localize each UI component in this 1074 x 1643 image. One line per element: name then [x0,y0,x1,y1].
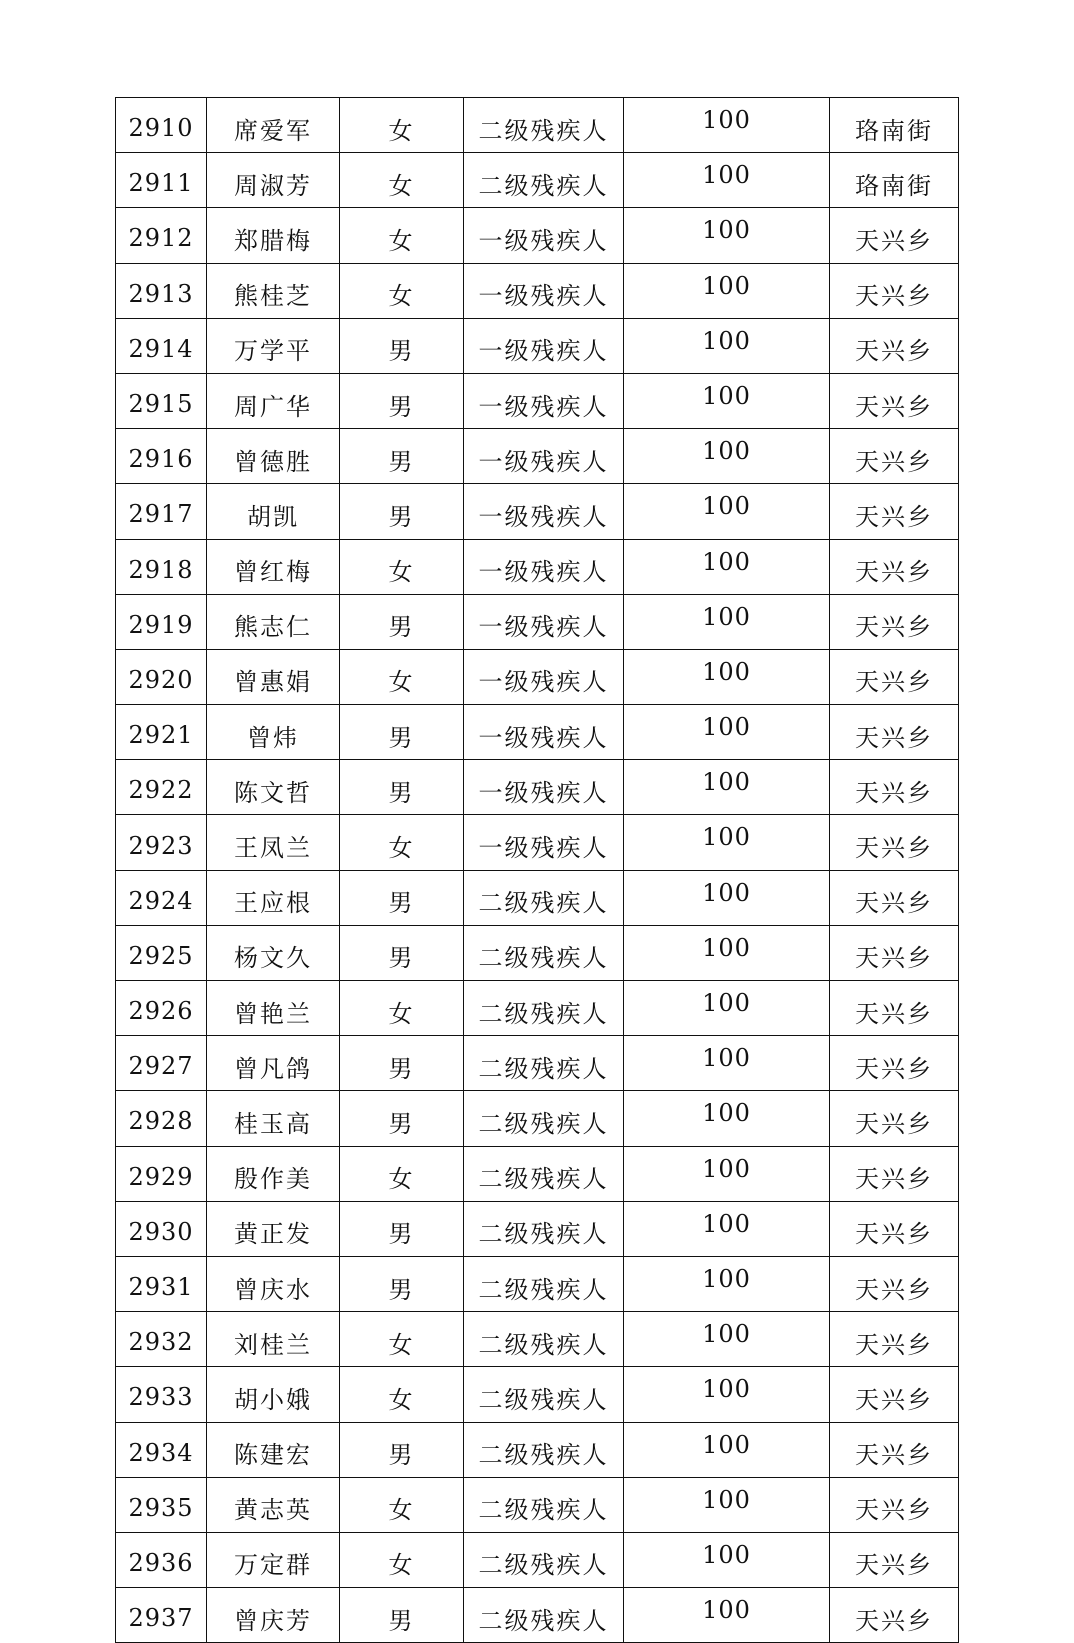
sex-cell: 男 [340,870,464,925]
area-cell: 天兴乡 [830,705,959,760]
serial-number-cell: 2932 [116,1312,207,1367]
serial-number-cell: 2924 [116,870,207,925]
name-cell: 曾惠娟 [207,649,340,704]
disability-level-cell: 二级残疾人 [464,98,624,153]
name-cell: 熊志仁 [207,594,340,649]
disability-level-cell: 一级残疾人 [464,484,624,539]
area-cell: 天兴乡 [830,925,959,980]
area-cell: 天兴乡 [830,1036,959,1091]
disability-level-cell: 一级残疾人 [464,649,624,704]
sex-cell: 女 [340,539,464,594]
serial-number-cell: 2937 [116,1588,207,1643]
table-row [116,1091,959,1146]
table-row [116,1312,959,1367]
amount-cell: 100 [624,981,830,1036]
amount-cell: 100 [624,1036,830,1091]
area-cell: 天兴乡 [830,649,959,704]
roster-table [115,97,959,1643]
amount-cell: 100 [624,925,830,980]
sex-cell: 女 [340,981,464,1036]
name-cell: 殷作美 [207,1146,340,1201]
table-row [116,760,959,815]
disability-level-cell: 一级残疾人 [464,208,624,263]
area-cell: 天兴乡 [830,208,959,263]
name-cell: 周广华 [207,373,340,428]
area-cell: 天兴乡 [830,484,959,539]
sex-cell: 女 [340,153,464,208]
sex-cell: 女 [340,1312,464,1367]
area-cell: 天兴乡 [830,594,959,649]
name-cell: 刘桂兰 [207,1312,340,1367]
disability-level-cell: 一级残疾人 [464,263,624,318]
disability-level-cell: 二级残疾人 [464,1256,624,1311]
area-cell: 天兴乡 [830,815,959,870]
sex-cell: 女 [340,1367,464,1422]
serial-number-cell: 2927 [116,1036,207,1091]
area-cell: 天兴乡 [830,263,959,318]
amount-cell: 100 [624,1532,830,1587]
amount-cell: 100 [624,1201,830,1256]
disability-level-cell: 二级残疾人 [464,1367,624,1422]
sex-cell: 男 [340,1256,464,1311]
sex-cell: 女 [340,649,464,704]
disability-level-cell: 二级残疾人 [464,1588,624,1643]
sex-cell: 男 [340,760,464,815]
table-row [116,153,959,208]
serial-number-cell: 2925 [116,925,207,980]
disability-level-cell: 一级残疾人 [464,705,624,760]
amount-cell: 100 [624,318,830,373]
disability-level-cell: 二级残疾人 [464,153,624,208]
amount-cell: 100 [624,705,830,760]
name-cell: 陈文哲 [207,760,340,815]
serial-number-cell: 2914 [116,318,207,373]
sex-cell: 男 [340,373,464,428]
disability-level-cell: 二级残疾人 [464,1532,624,1587]
serial-number-cell: 2923 [116,815,207,870]
disability-level-cell: 二级残疾人 [464,925,624,980]
name-cell: 曾庆芳 [207,1588,340,1643]
serial-number-cell: 2912 [116,208,207,263]
sex-cell: 男 [340,1588,464,1643]
name-cell: 王应根 [207,870,340,925]
amount-cell: 100 [624,429,830,484]
name-cell: 曾凡鸽 [207,1036,340,1091]
disability-level-cell: 一级残疾人 [464,429,624,484]
disability-level-cell: 一级残疾人 [464,594,624,649]
area-cell: 天兴乡 [830,1201,959,1256]
amount-cell: 100 [624,760,830,815]
serial-number-cell: 2929 [116,1146,207,1201]
table-row [116,98,959,153]
amount-cell: 100 [624,153,830,208]
sex-cell: 女 [340,1146,464,1201]
table-row [116,1477,959,1532]
amount-cell: 100 [624,594,830,649]
serial-number-cell: 2922 [116,760,207,815]
amount-cell: 100 [624,649,830,704]
disability-level-cell: 一级残疾人 [464,318,624,373]
area-cell: 天兴乡 [830,318,959,373]
name-cell: 曾德胜 [207,429,340,484]
serial-number-cell: 2916 [116,429,207,484]
serial-number-cell: 2935 [116,1477,207,1532]
sex-cell: 女 [340,263,464,318]
table-row [116,870,959,925]
area-cell: 珞南街 [830,153,959,208]
table-row [116,263,959,318]
sex-cell: 男 [340,1422,464,1477]
serial-number-cell: 2928 [116,1091,207,1146]
table-row [116,1036,959,1091]
name-cell: 郑腊梅 [207,208,340,263]
table-row [116,649,959,704]
amount-cell: 100 [624,373,830,428]
sex-cell: 男 [340,429,464,484]
serial-number-cell: 2926 [116,981,207,1036]
disability-level-cell: 二级残疾人 [464,1036,624,1091]
disability-level-cell: 一级残疾人 [464,373,624,428]
serial-number-cell: 2910 [116,98,207,153]
disability-level-cell: 二级残疾人 [464,1477,624,1532]
name-cell: 席爱军 [207,98,340,153]
area-cell: 天兴乡 [830,760,959,815]
sex-cell: 男 [340,1091,464,1146]
amount-cell: 100 [624,208,830,263]
table-row [116,1367,959,1422]
name-cell: 陈建宏 [207,1422,340,1477]
serial-number-cell: 2913 [116,263,207,318]
table-row [116,373,959,428]
sex-cell: 女 [340,1532,464,1587]
serial-number-cell: 2936 [116,1532,207,1587]
sex-cell: 男 [340,594,464,649]
serial-number-cell: 2911 [116,153,207,208]
area-cell: 珞南街 [830,98,959,153]
amount-cell: 100 [624,1146,830,1201]
sex-cell: 女 [340,208,464,263]
amount-cell: 100 [624,1422,830,1477]
table-row [116,981,959,1036]
table-row [116,925,959,980]
serial-number-cell: 2917 [116,484,207,539]
area-cell: 天兴乡 [830,1422,959,1477]
table-row [116,208,959,263]
name-cell: 胡凯 [207,484,340,539]
amount-cell: 100 [624,484,830,539]
name-cell: 胡小娥 [207,1367,340,1422]
disability-level-cell: 一级残疾人 [464,760,624,815]
sex-cell: 男 [340,318,464,373]
disability-level-cell: 二级残疾人 [464,1091,624,1146]
amount-cell: 100 [624,539,830,594]
serial-number-cell: 2931 [116,1256,207,1311]
table-row [116,539,959,594]
sex-cell: 女 [340,815,464,870]
area-cell: 天兴乡 [830,539,959,594]
table-row [116,1532,959,1587]
disability-level-cell: 二级残疾人 [464,1312,624,1367]
sex-cell: 男 [340,705,464,760]
name-cell: 黄正发 [207,1201,340,1256]
disability-level-cell: 二级残疾人 [464,1422,624,1477]
disability-level-cell: 二级残疾人 [464,981,624,1036]
name-cell: 黄志英 [207,1477,340,1532]
area-cell: 天兴乡 [830,1146,959,1201]
area-cell: 天兴乡 [830,1312,959,1367]
area-cell: 天兴乡 [830,1532,959,1587]
name-cell: 杨文久 [207,925,340,980]
serial-number-cell: 2933 [116,1367,207,1422]
amount-cell: 100 [624,98,830,153]
amount-cell: 100 [624,1312,830,1367]
amount-cell: 100 [624,1091,830,1146]
disability-level-cell: 二级残疾人 [464,870,624,925]
table-row [116,429,959,484]
name-cell: 王凤兰 [207,815,340,870]
amount-cell: 100 [624,1256,830,1311]
name-cell: 熊桂芝 [207,263,340,318]
name-cell: 曾红梅 [207,539,340,594]
amount-cell: 100 [624,870,830,925]
disability-level-cell: 二级残疾人 [464,1201,624,1256]
disability-level-cell: 一级残疾人 [464,539,624,594]
serial-number-cell: 2915 [116,373,207,428]
table-row [116,318,959,373]
serial-number-cell: 2920 [116,649,207,704]
table-row [116,594,959,649]
amount-cell: 100 [624,1477,830,1532]
table-row [116,705,959,760]
sex-cell: 男 [340,925,464,980]
roster-table-body [116,98,959,1643]
serial-number-cell: 2934 [116,1422,207,1477]
area-cell: 天兴乡 [830,429,959,484]
area-cell: 天兴乡 [830,373,959,428]
disability-level-cell: 二级残疾人 [464,1146,624,1201]
sex-cell: 男 [340,1036,464,1091]
area-cell: 天兴乡 [830,1477,959,1532]
sex-cell: 女 [340,98,464,153]
serial-number-cell: 2930 [116,1201,207,1256]
table-row [116,1201,959,1256]
sex-cell: 男 [340,484,464,539]
sex-cell: 女 [340,1477,464,1532]
serial-number-cell: 2921 [116,705,207,760]
amount-cell: 100 [624,263,830,318]
area-cell: 天兴乡 [830,981,959,1036]
name-cell: 周淑芳 [207,153,340,208]
sex-cell: 男 [340,1201,464,1256]
table-row [116,1422,959,1477]
serial-number-cell: 2919 [116,594,207,649]
table-row [116,1146,959,1201]
table-row [116,1588,959,1643]
area-cell: 天兴乡 [830,1367,959,1422]
name-cell: 曾艳兰 [207,981,340,1036]
table-row [116,484,959,539]
area-cell: 天兴乡 [830,1091,959,1146]
amount-cell: 100 [624,815,830,870]
amount-cell: 100 [624,1588,830,1643]
name-cell: 万定群 [207,1532,340,1587]
area-cell: 天兴乡 [830,870,959,925]
name-cell: 桂玉高 [207,1091,340,1146]
disability-level-cell: 一级残疾人 [464,815,624,870]
name-cell: 曾炜 [207,705,340,760]
name-cell: 曾庆水 [207,1256,340,1311]
name-cell: 万学平 [207,318,340,373]
area-cell: 天兴乡 [830,1588,959,1643]
serial-number-cell: 2918 [116,539,207,594]
table-row [116,1256,959,1311]
area-cell: 天兴乡 [830,1256,959,1311]
amount-cell: 100 [624,1367,830,1422]
table-row [116,815,959,870]
